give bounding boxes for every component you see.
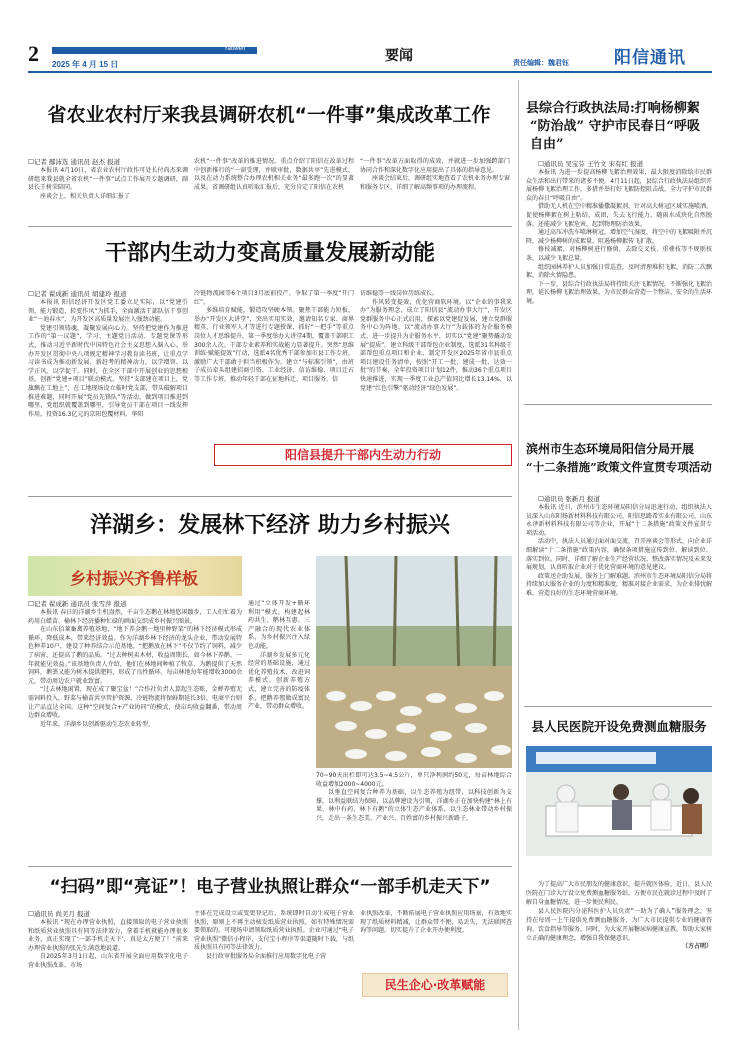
a3-para: “过去林地闲置，现在成了聚宝盆！”合作社负责人算起生态账，金蝉养殖无需饲料投入，野菜与榆苗共享管护资源，冷链物流将保鲜期延长3倍，电商平台则让产品直达全国。这种“空间复合+产业协同”的模式，使亩均收益翻番，带动周边群众增收。 <box>28 686 242 720</box>
divider <box>28 496 512 497</box>
a5-para: 修枝减絮，对杨柳树进行修剪，去除交叉枝、重叠枝等不规则枝条，以减少飞絮总量。 <box>526 246 712 262</box>
a4-headline: “扫码”即“亮证”！电子营业执照让群众“一部手机走天下” <box>49 877 491 897</box>
a5-para: 借助无人机在空中精准播撒凝絮剂，针对高大树冠区域实施喷洒，促使杨柳絮在树上粘结，成团，失去飞行能力，随雨水成块化自然脱落，还能减少飞絮危害，起到物理防治效果。 <box>526 203 712 228</box>
a3-byline: ☐记者 翟成新 通讯员 张雪萍 报道 <box>28 600 127 608</box>
a1-col3 <box>360 158 510 192</box>
a4-para: 县行政审批服务局全面推行应用数字化电子营 <box>206 952 327 960</box>
a3-para: 70~90天出栏即可达3.5~4.5公斤，单只净利润约50元，每亩林地综合收益增加2000~4000元。 <box>316 772 512 788</box>
a5-para: 组织园林养护人员加强日常巡查，及时清理堆积飞絮，消防二次飘絮，消除火情隐患。 <box>526 263 712 280</box>
a3-banner-title: 乡村振兴齐鲁样板 <box>70 569 199 588</box>
a3-col3 <box>316 772 512 862</box>
a3-para: 通过“立体开发+循环利用”模式，构建起林药共生、鹅林互惠、三产融合的现代农业体系，为乡村振兴注入绿色动能。 <box>248 600 310 650</box>
a5-headline <box>526 100 712 154</box>
a4-para: 业执照改革，不断拓展电子营业执照应用场景，有效地实现了纸质材料精减，让群众带不便，易丢失，无法联网查询等问题，切实提升了企业开办便利度。 <box>360 910 512 935</box>
divider <box>28 866 512 867</box>
a2-col1 <box>28 290 188 490</box>
a2-col3 <box>360 290 512 440</box>
a5-para: 本报讯 为进一步提高杨柳飞絮治理效果，最大限度消除给市民群众生活和出行带来的诸多不便。4月11日起，县综合行政执法局组织开展杨柳飞絮治理工作，多措并举打好飞絮防控阻击战，全力守护市民群众的春日“呼吸自由”。 <box>526 169 712 202</box>
a2-para: 多维培育赋能，锻造攻坚硬本领。聚焦干部能力短板，举办“开发区大讲堂”，突出实用实效，邀请知名专家、商界精英、行业领军人才等进行专题授课，抓好“一把手”等重点岗位人才思维提升，第一季度举办大讲堂4期，覆盖干部职工300余人次。干部专业素养和实战能力显著提升。突然“思维训练·赋能提效”行动，选派4名优秀干部参加市县工作专班，激励广大干部敢于担当积极作为。建立“与标准引领”，由班子成员牵头组建招商引资、工业经济、信访维稳、项目迁占等工作专班，推动年轻干部在征地拆迁、项目服务、信 <box>194 307 354 383</box>
a6-para: 政策送企助发展，服务上门解难题。滨州市生态环境局阳信分局将持续加大服务企业的力度和精准度，精准对接企业需求，为企业排忧解难，营造良好的生态环境营商环境。 <box>526 572 712 597</box>
a4-para: 主体在完成设立或变更登记后，系统即时自动生成电子营业执照，原则上不再主动核发纸质营业执照，如有特殊情况需要领取的，可现场申请领取纸质营业执照。企业可通过“电子营业执照”微信小程序、支付宝小程序等渠道随时下载，与纸质执照具有同等法律效力。 <box>194 910 354 952</box>
a1-para: 本报讯 4月10日，省农业农村厅政作可处长付尚杰来调研组来我县就全省农机“一件事”试点工作展开专题调研，副县长王树荣陪同。 <box>28 167 188 192</box>
divider <box>524 404 712 405</box>
a6-headline-line: “十二条措施”政策文件宣贯专项活动 <box>526 460 712 474</box>
a1-para: “一件事”改革方面取得的成效，并就进一步加强跨部门协同合作和深化数字化应用提出了具体的指导意见。 <box>360 158 510 174</box>
a2-para: 访维稳等一线岗位历练成长。 <box>360 290 439 297</box>
a3-para: 以垂直空间复合种养为基础，以生态养殖为纽带，以科技创新为支撑，以利益联结为保障，以品牌建设为引领，洋湖乡正在加快构建“林上有果、林中有药、林下有鹅”的立体生态产业体系，以生态林业带动乡村振兴，走出一条生态美、产业兴、百姓富的乡村振兴新路子。 <box>316 789 512 822</box>
a3-headline: 洋湖乡：发展林下经济 助力乡村振兴 <box>90 513 450 538</box>
a2-col2 <box>194 290 354 440</box>
a5-headline-line: “防治战” 守护市民春日“呼吸自由” <box>530 119 700 152</box>
a1-byline: ☐记者 鄢沛选 通讯员 赵杰 报道 <box>28 158 121 166</box>
a3-col1 <box>28 600 242 800</box>
a6-para: 本报讯 近日，滨州市生态环境局阳信分局迅速行动，组织执法人员深入山东阳扬新材料科技有限公司、阳信思路希实业有限公司、山东永泽新材料科技有限公司等企业，开展“十二条措施”政策文件宣贯专项活动。 <box>526 504 712 537</box>
a3-col2 <box>248 600 310 765</box>
geese-photo <box>316 556 512 768</box>
a3-banner-box <box>28 556 242 596</box>
a5-para: 下一步，县综合行政执法局将持续关注飞絮情况，不断强化飞絮治理，延长杨柳飞絮治理效果，为市民群众营造一个整洁、安全的生活环境。 <box>526 280 712 305</box>
a1-para: 座谈会上，相关负责人详细汇报了 <box>40 192 131 200</box>
section-title: 要闻 <box>385 48 413 64</box>
a7-para: 为了提高广大市民朋友的健康意识，提升就医体验，近日，县人民医院在门诊大厅设立免费测血糖服务站，方便市民在就诊过程中及时了解自身血糖情况，进一步便民利民。 <box>526 881 712 906</box>
a5-byline: ☐通讯员 吴宝芬 王竹文 宋有红 报道 <box>538 160 644 168</box>
a1-para: 农机“一件事”改革的推进情况。重点介绍了阳信在改革过程中创新推行的“一窗受理，并联审批，数据共享”先进模式，以及在动力系统整合办理农机相关业务“最多跑一次”的显著成果。省调研组认真听取汇报后，充分肯定了阳信在农机 <box>194 158 354 191</box>
a5-para: 通过高压冲洗车喷淋树冠，增加空气湿度，将空中的飞絮吸附并沉降，减少杨柳树的成絮量，阻遏杨柳絮传飞扩散。 <box>526 229 712 245</box>
a4-col3 <box>360 910 512 970</box>
a3-para: 在山东佰莱畜禽养殖基地，“地下养金鹅一地里种野菜”的林下经济模式形成循环，降低成本，带来经济效益。作为洋湖乡林下经济的龙头企业，带动发展特色种养10户，建设了种养结合示范基地。“把鹅放在林下”不仅节约了饲料，减少了病害，还提高了鹅的品质。“过去种树卖木材，收益周期长，如今林下养鹅，一年就能见效益。”该基地负责人介绍，他们在林地间种植了牧草，为鹅提供了天然饲料，鹅粪又能为树木提供肥料，形成了良性循环。每亩林地每年能增收3000余元，带动周边农户就业致富。 <box>28 626 242 685</box>
a1-col2 <box>194 158 354 192</box>
a5-body <box>526 160 712 380</box>
a7-sign: （方占明） <box>681 943 712 950</box>
a6-headline-line: 滨州市生态环境局阳信分局开展 <box>526 442 695 456</box>
a6-para: 活动中，执法人员通过面对面交流，召开座谈会等形式，向企业详细解读“十二条措施”政策内容，确保条项措施宣传到位、解读到位、落实到位。同时，详细了解企业生产经营状况、整改落实情况及未来发展规划，认真听取企业对于优化营商环境的意见建议。 <box>526 538 712 572</box>
a7-headline: 县人民医院开设免费测血糖服务 <box>531 719 707 734</box>
a1-para: 座谈会结束后，调研组实地查看了农机业务办理专窗和服务专区，详细了解高频事项的办理流程。 <box>360 175 511 191</box>
a2-para: 党建引领铸魂，凝聚发展向心力。坚持把党建作为推进工作的“第一议题”，学习、主题党日活动、专题党课等形式，推动习近平新时代中国特色社会主义思想入脑入心。举办开发区贯彻中央八项规定精神学习教育读书班，让重点学习读书成为推动新发展、新赶考的精神动力，以学增智、以学正风、以学促干。同时，在全区干部中开展创业的思想根基。创新“党建+项目”联动模式，坚持“支部建在项目上，党旗飘在工地上”，在工地现场设立临时党支部，带头破解项目推进难题，同时开展“党员先锋队”等活动，做到项目推进到哪里，党组织就覆盖到哪里，引导党员干部在项目一线发挥作用。投资16.3亿元的京阳包覆材料、华阳 <box>28 324 188 418</box>
a4-col2 <box>194 910 354 1020</box>
a2-headline: 干部内生动力变高质量发展新动能 <box>104 241 435 266</box>
a3-para: 近年来，洋湖乡以创新驱动生态农业转型， <box>40 720 155 728</box>
a3-para: 洋湖乡发展多元化经营的基础设施，通过优化养殖技术，改进饲养模式，创新养殖方式，建立完善的防疫体系，把鹅养殖做成富民产业，带动群众增收。 <box>248 651 310 711</box>
a4-para: 本报讯 “现在办理营业执照，直接领取的电子营业执照和纸质营业执照具有同等法律效力，拿着手机就能办理很多业务，真正实现了‘一部手机走天下’，真是太方便了！”前来办理营业执照的张先生满意地说道。 <box>28 919 188 952</box>
a6-byline: ☐通讯员 张新月 报道 <box>538 495 600 503</box>
a4-byline: ☐通讯员 尚美月 报道 <box>28 910 90 918</box>
divider <box>524 706 712 707</box>
hospital-photo <box>526 746 712 856</box>
header-rule <box>28 71 712 73</box>
a7-body <box>526 880 712 1030</box>
a6-body <box>526 495 712 683</box>
a1-col1 <box>28 158 188 201</box>
editor-credit: 责任编辑：魏君钰 <box>513 59 569 67</box>
a5-headline-line: 县综合行政执法局:打响杨柳絮 <box>526 101 700 116</box>
yaowen-label: Yaowen <box>224 46 246 52</box>
divider <box>28 226 512 227</box>
a1-headline: 省农业农村厅来我县调研农机“一件事”集成改革工作 <box>47 104 491 126</box>
a7-para: 县人民医院内分泌科医护人员负责“一助为了确人”服务理念，坚持在每周一上午提供免费测血糖服务，为广大市民提供专业的健康咨询、饮食指导等服务，同时，为大家开展糖尿病健康宣教，帮助大家树立正确的健康理念，增强自我保健意识。 <box>526 908 712 942</box>
a4-para: 自2025年3月1日起，山东省开展全面应用数字化电子营业执照改革，市场 <box>28 953 188 969</box>
a2-para: 本报讯 阳信经济开发区党工委立足实际，以“党建引领，能力锻造，转变作风”为抓手，全面激活干部队伍干事创业“一池春水”，为开发区高质量发展注入强劲动能。 <box>28 299 188 324</box>
a4-col1 <box>28 910 188 1020</box>
a2-para: 冷链物流园等6个项目3月底前投产，争取了第一季度“开门红”。 <box>194 290 354 306</box>
a4-banner: 民生企心·改革赋能 <box>362 973 508 997</box>
paper-masthead: 阳信通讯 <box>614 48 686 68</box>
a3-para: 本报讯 春日的洋湖乡生机盎然，千亩生态鹅在林地悠闲踱步，工人们忙着为药用白蜡苗、榆林下经济播种忙碌的画面交织成乡村振兴图景。 <box>28 609 242 625</box>
page-number: 2 <box>28 41 39 66</box>
issue-date: 2025 年 4 月 15 日 <box>52 60 119 69</box>
a2-byline: ☐记者 翟成新 通讯员 胡建玲 报道 <box>28 290 127 298</box>
column-divider <box>518 80 519 1030</box>
a6-headline <box>526 440 712 476</box>
a2-banner: 阳信县提升干部内生动力行动 <box>214 444 512 466</box>
a2-para: 作风转变提效，优化营商软环境。以“企业的事我来办”为服务理念，成立了阳信县“流动办事大厅”，开发区党群服务中心正式启用，探索以党建促发展，建立党群服务中心为阵地，以“流动办事大厅”为载体的为企服务模式，进一步提升为企服务水平，切实以“党建”聚势撬动发展“提质”。建立科级干部帮包企业制度，选派31名科级干部帮包重点项目和企业，制定开发区2025年省市县重点项目建设任务清单，按照“开工一批、建成一批、达效一批”的节奏，全年投资项目计划12件，推动36个重点项目快速推进，实现一季度工业总产值同比增长13.14%，以党建“红色引擎”驱动经济“绿色发展”。 <box>360 298 512 392</box>
